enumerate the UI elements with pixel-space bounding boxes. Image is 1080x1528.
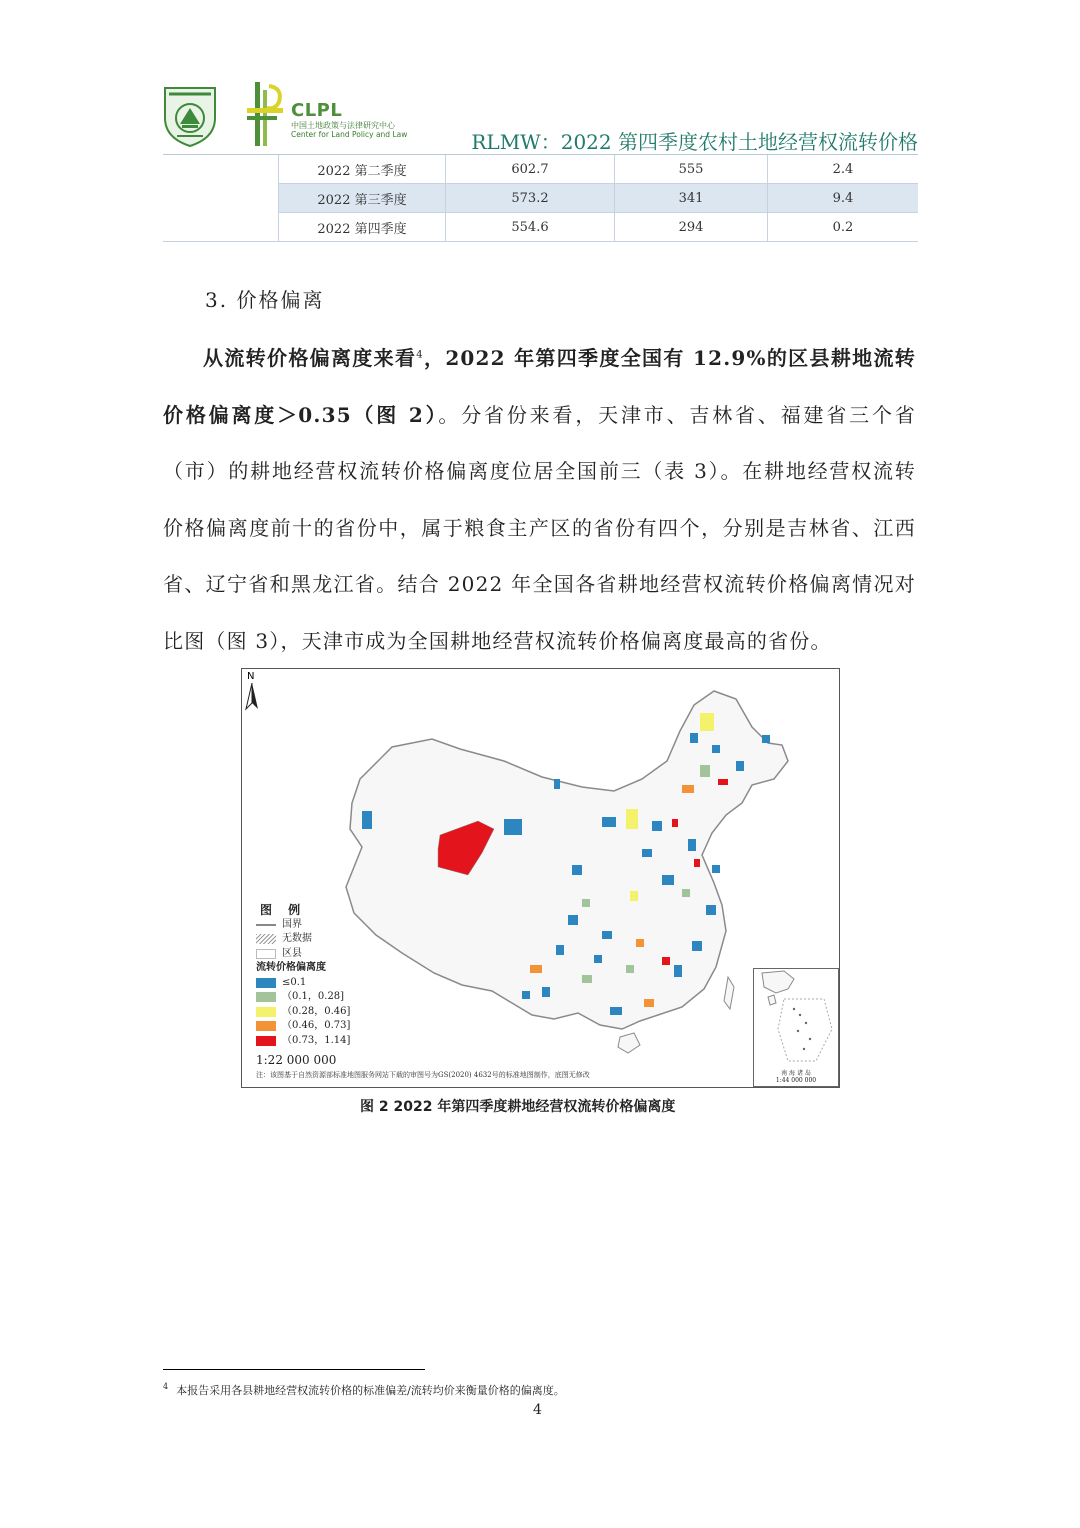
legend-row: （0.28，0.46] bbox=[256, 1005, 350, 1020]
value-cell: 0.2 bbox=[768, 213, 919, 242]
inset-label: 南 海 诸 岛 1:44 000 000 bbox=[775, 1070, 817, 1084]
value-cell: 9.4 bbox=[768, 184, 919, 213]
table-row bbox=[163, 213, 918, 242]
inset-map-graphic bbox=[754, 969, 838, 1069]
map-note: 注：该图基于自然资源部标准地图服务网站下载的审图号为GS(2020) 4632号的标准地图制作，底图无修改 bbox=[256, 1071, 590, 1079]
value-cell: 602.7 bbox=[446, 155, 615, 184]
south-china-sea-inset bbox=[753, 968, 839, 1087]
quarter-cell: 2022 第三季度 bbox=[279, 184, 446, 213]
figure-caption: 图 2 2022 年第四季度耕地经营权流转价格偏离度 bbox=[360, 1099, 676, 1115]
legend-row: （0.46，0.73] bbox=[256, 1019, 350, 1034]
map-scale: 1:22 000 000 bbox=[256, 1053, 337, 1067]
paragraph-text: 。分省份来看，天津市、吉林省、福建省三个省（市）的耕地经营权流转价格偏离度位居全国前三（表 3）。在耕地经营权流转价格偏离度前十的省份中，属于粮食主产区的省份有四个，分别是吉林省、江西省、辽宁省和黑龙江省。结合 2022 年全国各省耕地经营权流转价格偏离情况对比图（图 3），天津市成为全国耕地经营权流转价格偏离度最高的省份。 bbox=[163, 402, 916, 653]
north-label: N bbox=[247, 671, 255, 682]
value-cell: 555 bbox=[615, 155, 768, 184]
report-title: RLMW：2022 第四季度农村土地经营权流转价格 bbox=[471, 130, 918, 154]
value-cell: 341 bbox=[615, 184, 768, 213]
class-swatch bbox=[256, 1021, 276, 1031]
map-legend bbox=[256, 903, 350, 1048]
footnote-mark: 4 bbox=[163, 1382, 169, 1392]
legend-row: 区县 bbox=[256, 947, 350, 962]
clpl-name: CLPL bbox=[291, 100, 343, 121]
footnote-ref[interactable]: 4 bbox=[416, 349, 424, 361]
footnote-text: 本报告采用各县耕地经营权流转价格的标准偏差/流转均价来衡量价格的偏离度。 bbox=[176, 1384, 565, 1397]
boundary-swatch bbox=[256, 924, 276, 926]
nodata-swatch bbox=[256, 934, 276, 944]
deviation-map bbox=[241, 668, 840, 1088]
bold-lead: 从流转价格偏离度来看 bbox=[203, 346, 417, 370]
university-emblem-icon bbox=[163, 84, 217, 148]
class-swatch bbox=[256, 1007, 276, 1017]
page-header bbox=[163, 78, 918, 156]
table-row bbox=[163, 184, 918, 213]
value-cell: 554.6 bbox=[446, 213, 615, 242]
value-cell: 294 bbox=[615, 213, 768, 242]
value-cell: 2.4 bbox=[768, 155, 919, 184]
north-arrow-icon bbox=[242, 669, 262, 711]
clpl-english-name: Center for Land Policy and Law bbox=[291, 130, 408, 139]
legend-row: 无数据 bbox=[256, 932, 350, 947]
page-number: 4 bbox=[533, 1402, 542, 1418]
body-paragraph bbox=[163, 330, 916, 670]
class-swatch bbox=[256, 1036, 276, 1046]
class-swatch bbox=[256, 978, 276, 988]
legend-row: ≤0.1 bbox=[256, 976, 350, 991]
value-cell: 573.2 bbox=[446, 184, 615, 213]
legend-row: 国界 bbox=[256, 918, 350, 933]
legend-row: （0.73，1.14] bbox=[256, 1034, 350, 1049]
clpl-logo-icon bbox=[245, 80, 285, 148]
legend-row: （0.1，0.28] bbox=[256, 990, 350, 1005]
quarter-cell: 2022 第四季度 bbox=[279, 213, 446, 242]
bold-lead-cont: ，2022 年第四季度全国有 12.9%的区县耕地流转价格偏离度＞0.35（图 2） bbox=[163, 346, 917, 427]
price-table bbox=[163, 155, 918, 242]
county-swatch bbox=[256, 949, 276, 959]
legend-title: 图 例 bbox=[260, 903, 307, 917]
clpl-chinese-name: 中国土地政策与法律研究中心 bbox=[291, 121, 395, 130]
class-swatch bbox=[256, 992, 276, 1002]
quarter-cell: 2022 第二季度 bbox=[279, 155, 446, 184]
footnote-divider bbox=[163, 1369, 425, 1370]
table-row bbox=[163, 155, 918, 184]
legend-subtitle: 流转价格偏离度 bbox=[256, 962, 326, 973]
footnote bbox=[163, 1382, 565, 1398]
section-heading: 3. 价格偏离 bbox=[205, 288, 325, 312]
